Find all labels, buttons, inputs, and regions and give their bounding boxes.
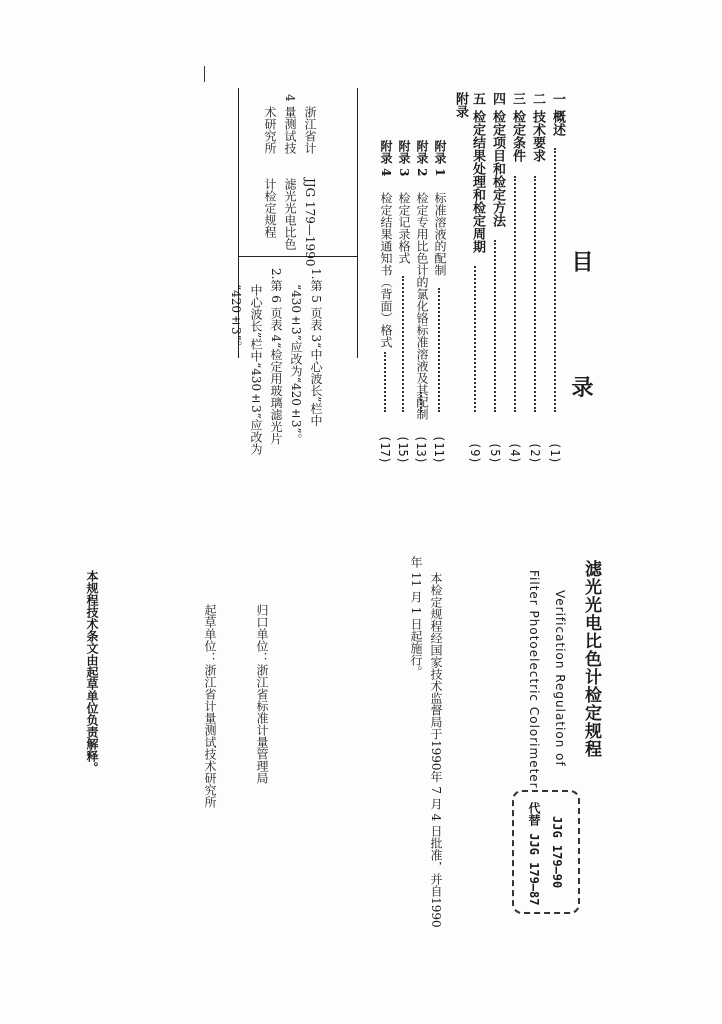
leader-dots (554, 148, 556, 412)
approval-statement: 年 11 月 1 日起施行。 (409, 556, 423, 679)
appendix-number: 附录 4 (379, 140, 393, 177)
errata-correction-line: “430±3”应改为“420±3”。 (289, 284, 303, 446)
toc-item-5 (468, 92, 486, 464)
appendix-number: 附录 2 (415, 140, 429, 177)
appendix-number: 附录 1 (433, 140, 447, 177)
toc-item-page: (2) (528, 442, 542, 464)
leader-dots (474, 266, 476, 412)
appendix-page: (11) (432, 435, 446, 464)
appendix-page: (17) (378, 435, 392, 464)
leader-dots (402, 276, 404, 412)
errata-correction-line: 2.第 6 页表 4“检定用玻璃滤光片 (269, 268, 283, 445)
regulation-title-english: Verification Regulation of (553, 590, 567, 767)
toc-item-number: 五 (470, 92, 485, 105)
table-border-right (357, 88, 358, 358)
toc-item-title: 概述 (550, 110, 565, 136)
appendix-title: 检定专用比色计的氯化铬标准溶液及其配制 (415, 192, 429, 420)
leader-dots (438, 288, 440, 412)
appendix-number: 附录 3 (397, 140, 411, 177)
toc-appendix-label: 附录 (453, 92, 468, 118)
toc-item-page: (5) (488, 442, 502, 464)
toc-item-title: 技术要求 (530, 110, 545, 162)
appendix-page: (13) (414, 435, 428, 464)
toc-appendix-3 (396, 140, 414, 464)
leader-dots (494, 240, 496, 412)
toc-item-number: 二 (530, 92, 545, 105)
toc-item-page: (1) (548, 442, 562, 464)
responsible-department: 归口单位：浙江省标准计量管理局 (255, 604, 269, 784)
errata-issuer-line: 浙江省计 (303, 106, 317, 154)
appendix-title: 标准溶液的配制 (433, 192, 447, 276)
errata-issuer-line: 量测试技 (283, 106, 297, 154)
appendix-title: 检定记录格式 (397, 192, 411, 264)
table-divider (238, 256, 358, 257)
toc-item-3 (508, 92, 526, 464)
margin-mark (204, 66, 205, 82)
toc-appendix-4 (378, 140, 396, 464)
errata-regulation-name: 计检定规程 (263, 178, 277, 238)
toc-item-page: (4) (508, 442, 522, 464)
regulation-title: 滤光光电比色计检定规程 (581, 560, 601, 758)
regulation-code: JJG 179—90 (550, 816, 564, 889)
regulation-code-box (512, 790, 580, 914)
toc-item-title: 检定项目和检定方法 (490, 110, 505, 227)
toc-item-number: 四 (490, 92, 505, 105)
errata-issuer-line: 术研究所 (263, 106, 277, 154)
toc-item-4 (488, 92, 506, 464)
interpretation-note: 本规程技术条文由起草单位负责解释。 (85, 570, 99, 774)
appendix-title: 检定结果通知书（背面）格式 (379, 192, 393, 348)
leader-dots (384, 352, 386, 412)
leader-dots (534, 176, 536, 412)
toc-appendix-1 (432, 140, 450, 464)
appendix-page: (15) (396, 435, 410, 464)
leader-dots (514, 176, 516, 412)
toc-heading: 目 录 (568, 250, 594, 446)
errata-correction-line: 1.第 5 页表 3“中心波长”栏中 (309, 268, 323, 427)
errata-correction-line: 中心波长”栏中“430±3”应改为 (249, 284, 263, 455)
leader-dots (420, 392, 422, 412)
toc-item-2 (528, 92, 546, 464)
errata-regulation-code: JJG 179—1990 (303, 178, 317, 267)
toc-item-number: 一 (550, 92, 565, 105)
errata-correction-line: “420±3”。 (229, 284, 243, 353)
approval-statement: 本检定规程经国家技术监督局于1990年 7 月 4 日批准，并自1990 (429, 572, 443, 928)
drafting-unit: 起草单位：浙江省计量测试技术研究所 (203, 604, 217, 808)
toc-appendix-2 (414, 140, 432, 464)
toc-item-1 (548, 92, 566, 464)
toc-item-page: (9) (468, 442, 482, 464)
toc-item-title: 检定结果处理和检定周期 (470, 110, 485, 253)
errata-regulation-name: 滤光光电比色 (283, 178, 297, 250)
regulation-title-english: Filter Photoelectric Colorimeter (527, 570, 541, 789)
replaces-code: 代替 JJG 179—87 (527, 802, 541, 906)
errata-page-number: 4 (283, 94, 297, 102)
toc-item-number: 三 (510, 92, 525, 105)
toc-item-title: 检定条件 (510, 110, 525, 162)
